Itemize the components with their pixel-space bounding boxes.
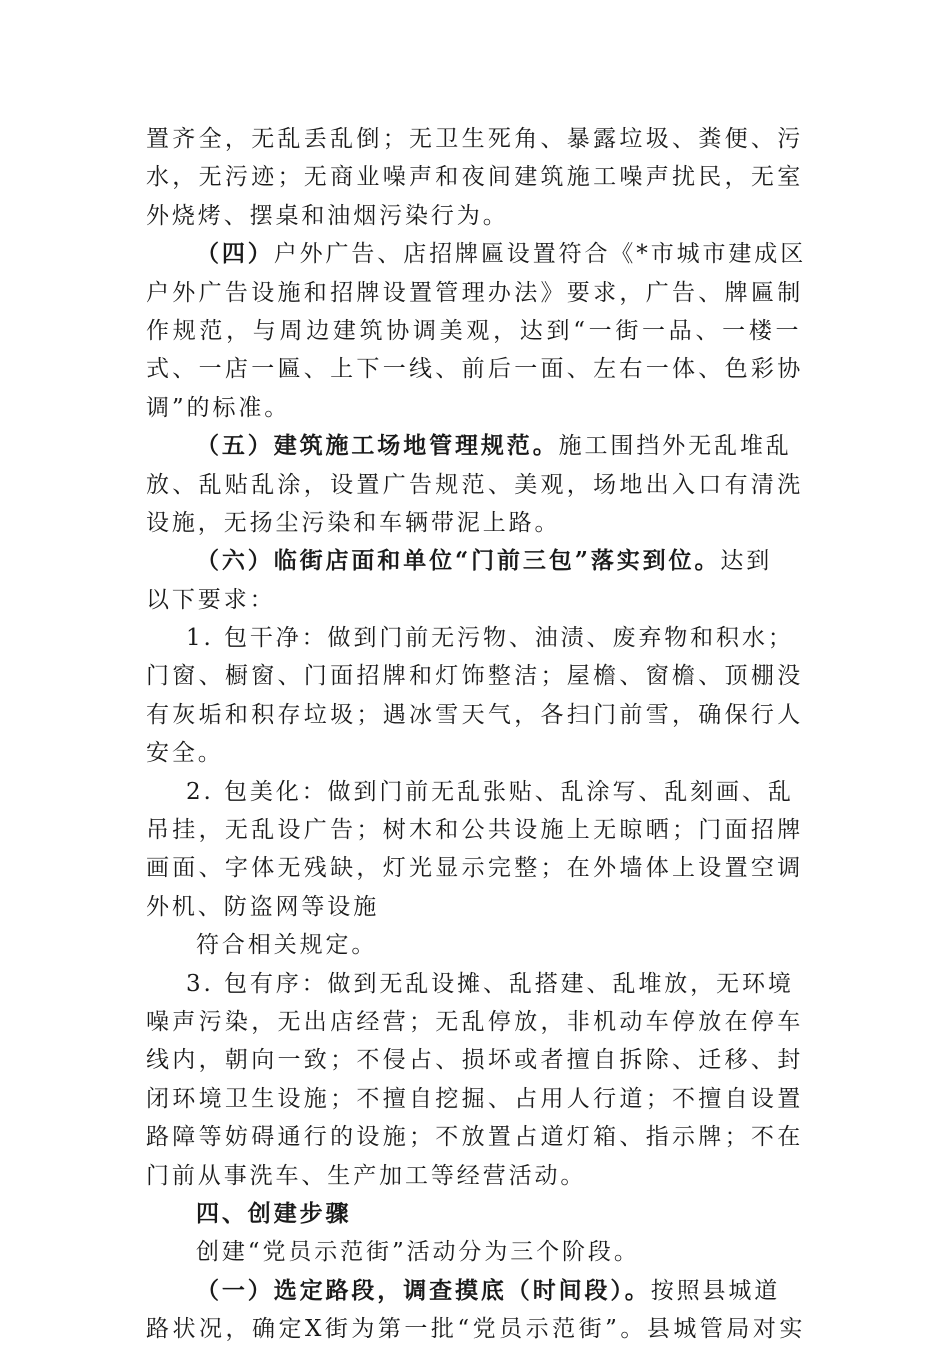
- text-run: 达到: [720, 548, 773, 575]
- text-line: 水，无污迹；无商业噪声和夜间建筑施工噪声扰民，无室: [146, 164, 804, 191]
- list-item-first-line: 1. 包干净：做到门前无污物、油渍、废弃物和积水；: [186, 625, 794, 652]
- text-line: 设施，无扬尘污染和车辆带泥上路。: [146, 509, 561, 536]
- text-line: 外烧烤、摆桌和油烟污染行为。: [146, 202, 509, 229]
- text-line: 放、乱贴乱涂，设置广告规范、美观，场地出入口有清洗: [146, 471, 804, 498]
- list-item-first-line: 3. 包有序：做到无乱设摊、乱搭建、乱堆放，无环境: [186, 970, 794, 997]
- paragraph-lead: （六）临街店面和单位“门前三包”落实到位。: [196, 547, 721, 575]
- list-item-first-line: 2. 包美化：做到门前无乱张贴、乱涂写、乱刻画、乱: [186, 778, 794, 805]
- text-line: 有灰垢和积存垃圾；遇冰雪天气，各扫门前雪，确保行人: [146, 701, 804, 728]
- text-line: 门窗、橱窗、门面招牌和灯饰整洁；屋檐、窗檐、顶棚没: [146, 663, 804, 690]
- text-line: 路障等妨碍通行的设施；不放置占道灯箱、指示牌；不在: [146, 1124, 804, 1151]
- text-line: 户外广告设施和招牌设置管理办法》要求，广告、牌匾制: [146, 279, 804, 306]
- paragraph-number: （四）: [196, 240, 274, 268]
- text-line: 创建“党员示范街”活动分为三个阶段。: [196, 1239, 640, 1266]
- text-line: 调”的标准。: [146, 394, 291, 421]
- text-line: 路状况，确定X街为第一批“党员示范街”。县城管局对实: [146, 1316, 806, 1343]
- text-line: 作规范，与周边建筑协调美观，达到“一街一品、一楼一: [146, 317, 803, 344]
- text-line: 式、一店一匾、上下一线、前后一面、左右一体、色彩协: [146, 356, 804, 383]
- document-page: [146, 120, 806, 1349]
- paragraph-first-line: [146, 235, 806, 273]
- paragraph-first-line: [146, 1272, 806, 1310]
- text-line: 安全。: [146, 740, 224, 767]
- text-line: 置齐全，无乱丢乱倒；无卫生死角、暴露垃圾、粪便、污: [146, 126, 804, 152]
- paragraph-lead: （一）选定路段，调查摸底（时间段）。: [196, 1276, 651, 1304]
- text-line: 以下要求：: [146, 586, 276, 613]
- paragraph-first-line: [146, 542, 806, 580]
- paragraph-lead: （五）建筑施工场地管理规范。: [196, 432, 559, 460]
- text-line: 闭环境卫生设施；不擅自挖掘、占用人行道；不擅自设置: [146, 1085, 804, 1112]
- text-line: 外机、防盗网等设施: [146, 893, 380, 920]
- text-line: 门前从事洗车、生产加工等经营活动。: [146, 1162, 587, 1189]
- text-run: 户外广告、店招牌匾设置符合《*市城市建成区: [273, 241, 807, 268]
- text-line: 画面、字体无残缺，灯光显示完整；在外墙体上设置空调: [146, 855, 804, 882]
- text-line: 线内，朝向一致；不侵占、损坏或者擅自拆除、迁移、封: [146, 1047, 804, 1074]
- section-heading: 四、创建步骤: [196, 1200, 352, 1227]
- text-line: 吊挂，无乱设广告；树木和公共设施上无晾晒；门面招牌: [146, 817, 804, 844]
- text-run: 按照县城道: [650, 1277, 781, 1304]
- text-run: 施工围挡外无乱堆乱: [558, 433, 792, 460]
- text-line: 符合相关规定。: [196, 932, 378, 959]
- paragraph-first-line: [146, 427, 806, 465]
- text-line: 噪声污染，无出店经营；无乱停放，非机动车停放在停车: [146, 1008, 804, 1035]
